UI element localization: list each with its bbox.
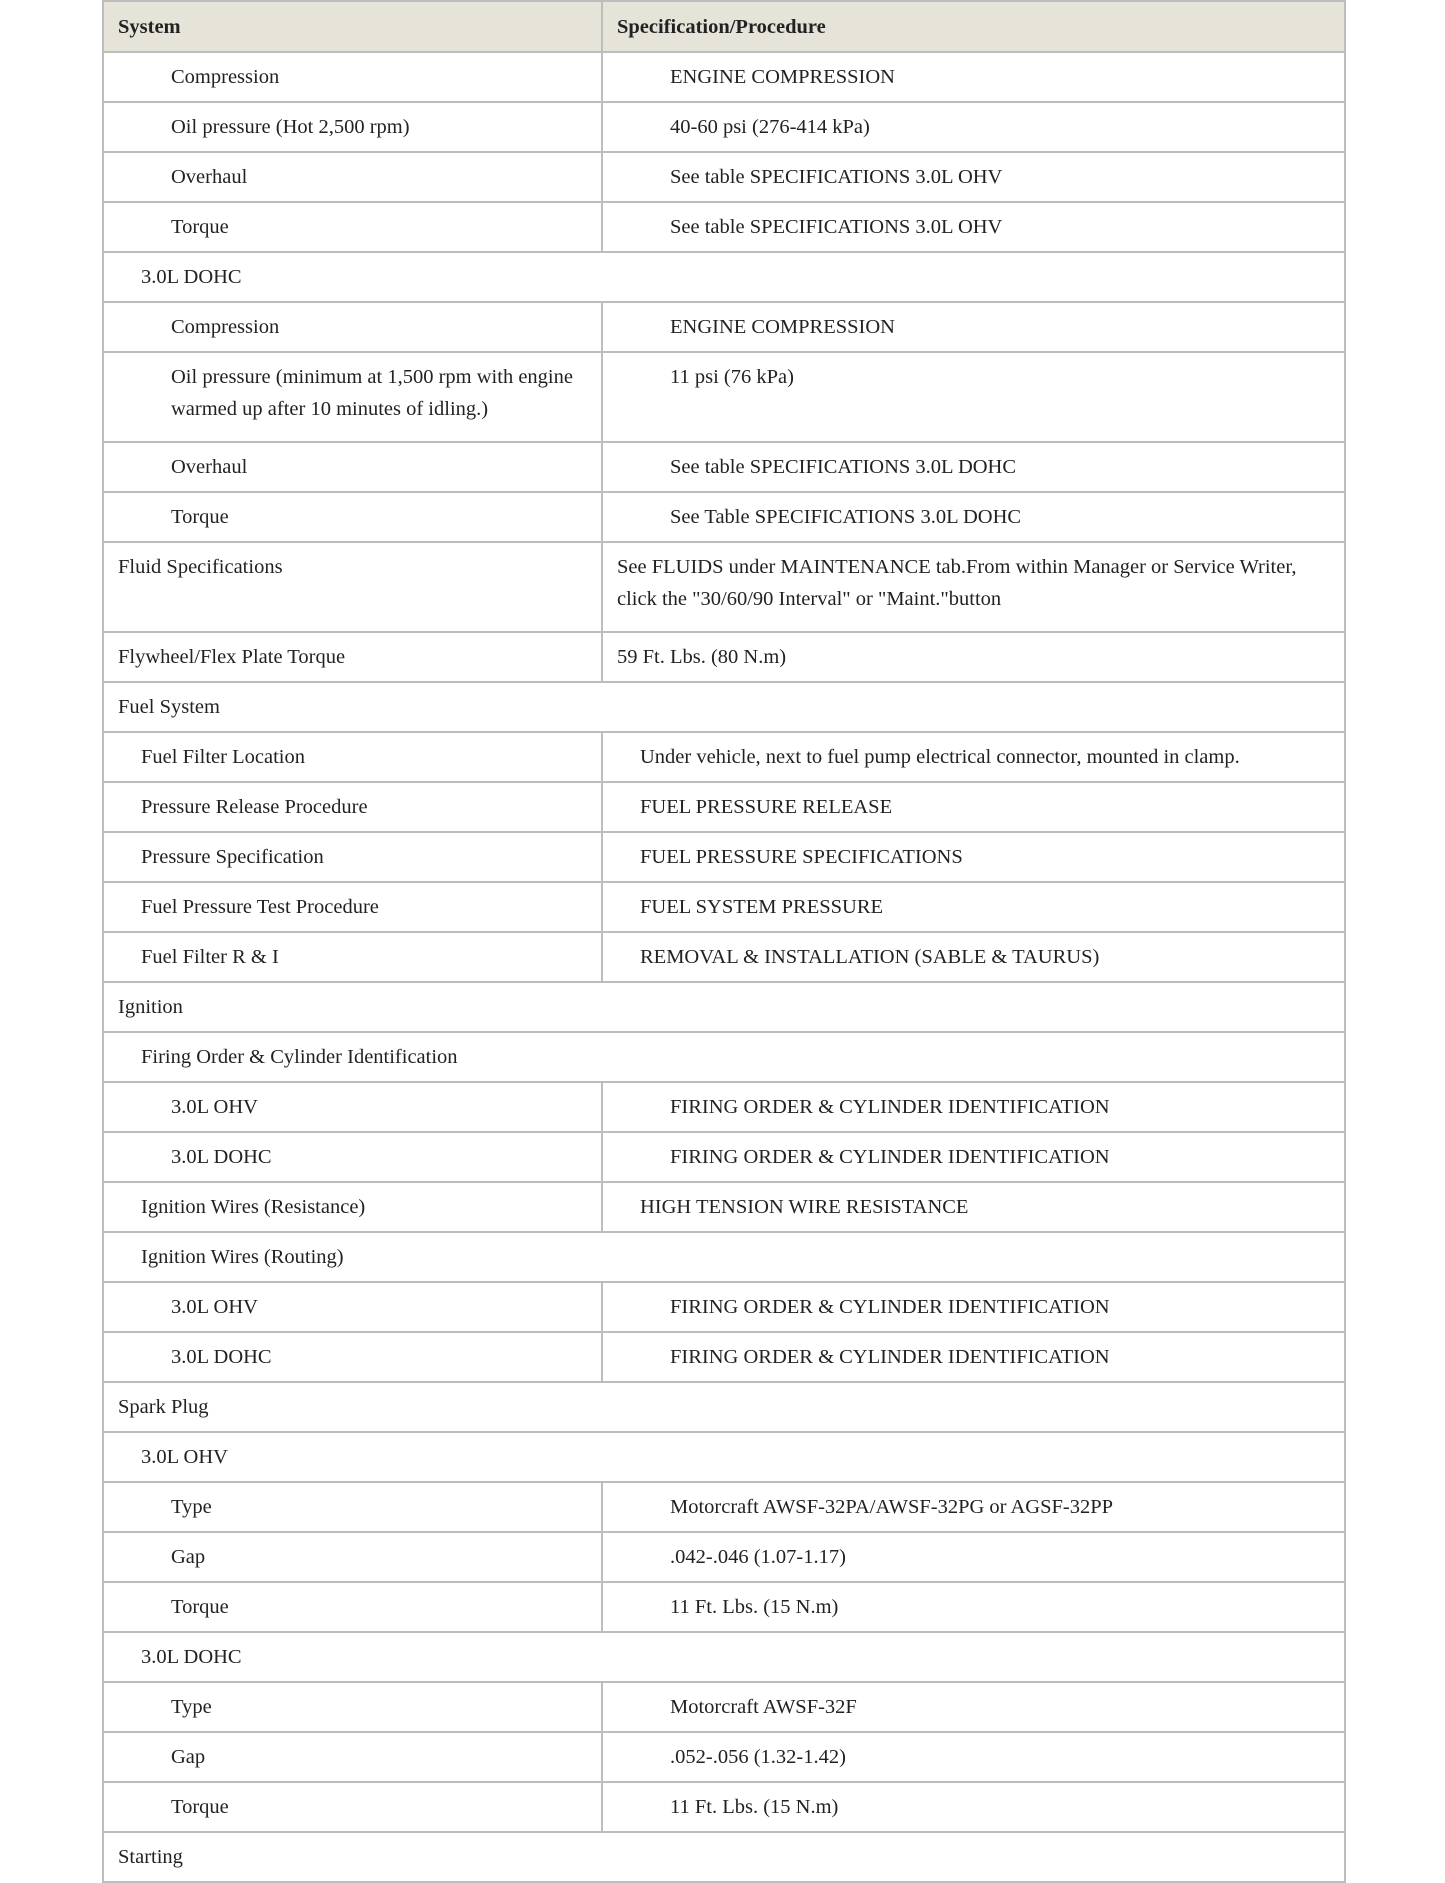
system-cell: Compression xyxy=(103,302,602,352)
spec-cell: .052-.056 (1.32-1.42) xyxy=(602,1732,1345,1782)
spec-cell: .042-.046 (1.07-1.17) xyxy=(602,1532,1345,1582)
system-cell: Torque xyxy=(103,492,602,542)
table-row xyxy=(103,732,1345,782)
table-row xyxy=(103,442,1345,492)
table-row xyxy=(103,1082,1345,1132)
section-cell: Firing Order & Cylinder Identification xyxy=(103,1032,1345,1082)
table-row xyxy=(103,782,1345,832)
system-cell: Torque xyxy=(103,1582,602,1632)
system-cell: Overhaul xyxy=(103,152,602,202)
table-row xyxy=(103,1282,1345,1332)
spec-cell: FUEL SYSTEM PRESSURE xyxy=(602,882,1345,932)
table-row xyxy=(103,102,1345,152)
spec-cell: REMOVAL & INSTALLATION (SABLE & TAURUS) xyxy=(602,932,1345,982)
section-row xyxy=(103,982,1345,1032)
table-row xyxy=(103,52,1345,102)
table-row xyxy=(103,542,1345,632)
system-cell: Fluid Specifications xyxy=(103,542,602,632)
spec-cell: ENGINE COMPRESSION xyxy=(602,52,1345,102)
table-row xyxy=(103,352,1345,442)
section-cell: 3.0L OHV xyxy=(103,1432,1345,1482)
table-row xyxy=(103,1532,1345,1582)
system-cell: Fuel Filter R & I xyxy=(103,932,602,982)
table-row xyxy=(103,302,1345,352)
table-row xyxy=(103,492,1345,542)
spec-cell: 11 Ft. Lbs. (15 N.m) xyxy=(602,1582,1345,1632)
section-cell: 3.0L DOHC xyxy=(103,252,1345,302)
system-cell: Gap xyxy=(103,1532,602,1582)
table-row xyxy=(103,1682,1345,1732)
system-cell: 3.0L OHV xyxy=(103,1082,602,1132)
section-row xyxy=(103,1382,1345,1432)
system-cell: Oil pressure (minimum at 1,500 rpm with engine warmed up after 10 minutes of idling.) xyxy=(103,352,602,442)
system-cell: Gap xyxy=(103,1732,602,1782)
section-cell: 3.0L DOHC xyxy=(103,1632,1345,1682)
spec-cell: See table SPECIFICATIONS 3.0L DOHC xyxy=(602,442,1345,492)
table-row xyxy=(103,202,1345,252)
spec-cell: FIRING ORDER & CYLINDER IDENTIFICATION xyxy=(602,1332,1345,1382)
system-cell: Flywheel/Flex Plate Torque xyxy=(103,632,602,682)
header-row xyxy=(103,1,1345,52)
system-cell: Overhaul xyxy=(103,442,602,492)
section-cell: Starting xyxy=(103,1832,1345,1882)
section-cell: Fuel System xyxy=(103,682,1345,732)
table-row xyxy=(103,1332,1345,1382)
system-cell: Pressure Release Procedure xyxy=(103,782,602,832)
spec-cell: Under vehicle, next to fuel pump electrical connector, mounted in clamp. xyxy=(602,732,1345,782)
table-row xyxy=(103,932,1345,982)
system-column-header: System xyxy=(103,1,602,52)
section-row xyxy=(103,252,1345,302)
spec-cell: FIRING ORDER & CYLINDER IDENTIFICATION xyxy=(602,1282,1345,1332)
spec-cell: FUEL PRESSURE SPECIFICATIONS xyxy=(602,832,1345,882)
section-cell: Ignition Wires (Routing) xyxy=(103,1232,1345,1282)
spec-cell: See table SPECIFICATIONS 3.0L OHV xyxy=(602,202,1345,252)
system-cell: Compression xyxy=(103,52,602,102)
section-row xyxy=(103,1632,1345,1682)
table-row xyxy=(103,1132,1345,1182)
spec-cell: 11 Ft. Lbs. (15 N.m) xyxy=(602,1782,1345,1832)
system-cell: Torque xyxy=(103,1782,602,1832)
table-row xyxy=(103,632,1345,682)
section-cell: Spark Plug xyxy=(103,1382,1345,1432)
system-cell: 3.0L OHV xyxy=(103,1282,602,1332)
section-row xyxy=(103,1832,1345,1882)
system-cell: Pressure Specification xyxy=(103,832,602,882)
system-cell: Type xyxy=(103,1482,602,1532)
system-cell: 3.0L DOHC xyxy=(103,1132,602,1182)
system-cell: Ignition Wires (Resistance) xyxy=(103,1182,602,1232)
system-cell: Fuel Pressure Test Procedure xyxy=(103,882,602,932)
table-row xyxy=(103,1582,1345,1632)
spec-cell: Motorcraft AWSF-32F xyxy=(602,1682,1345,1732)
spec-cell: 59 Ft. Lbs. (80 N.m) xyxy=(602,632,1345,682)
spec-cell: See Table SPECIFICATIONS 3.0L DOHC xyxy=(602,492,1345,542)
spec-cell: HIGH TENSION WIRE RESISTANCE xyxy=(602,1182,1345,1232)
spec-cell: See FLUIDS under MAINTENANCE tab.From within Manager or Service Writer, click the "30/60/90 Interval" or "Maint."button xyxy=(602,542,1345,632)
spec-cell: ENGINE COMPRESSION xyxy=(602,302,1345,352)
system-cell: Oil pressure (Hot 2,500 rpm) xyxy=(103,102,602,152)
system-cell: Fuel Filter Location xyxy=(103,732,602,782)
system-cell: Type xyxy=(103,1682,602,1732)
section-row xyxy=(103,682,1345,732)
system-cell: Torque xyxy=(103,202,602,252)
table-row xyxy=(103,152,1345,202)
table-row xyxy=(103,832,1345,882)
section-row xyxy=(103,1432,1345,1482)
table-row xyxy=(103,1182,1345,1232)
spec-cell: 11 psi (76 kPa) xyxy=(602,352,1345,442)
table-row xyxy=(103,882,1345,932)
system-cell: 3.0L DOHC xyxy=(103,1332,602,1382)
spec-cell: FIRING ORDER & CYLINDER IDENTIFICATION xyxy=(602,1132,1345,1182)
specification-table xyxy=(102,0,1346,1883)
spec-cell: 40-60 psi (276-414 kPa) xyxy=(602,102,1345,152)
spec-column-header: Specification/Procedure xyxy=(602,1,1345,52)
table-row xyxy=(103,1782,1345,1832)
section-row xyxy=(103,1032,1345,1082)
spec-cell: FIRING ORDER & CYLINDER IDENTIFICATION xyxy=(602,1082,1345,1132)
section-cell: Ignition xyxy=(103,982,1345,1032)
spec-cell: Motorcraft AWSF-32PA/AWSF-32PG or AGSF-32PP xyxy=(602,1482,1345,1532)
spec-cell: See table SPECIFICATIONS 3.0L OHV xyxy=(602,152,1345,202)
section-row xyxy=(103,1232,1345,1282)
table-row xyxy=(103,1482,1345,1532)
table-row xyxy=(103,1732,1345,1782)
spec-cell: FUEL PRESSURE RELEASE xyxy=(602,782,1345,832)
